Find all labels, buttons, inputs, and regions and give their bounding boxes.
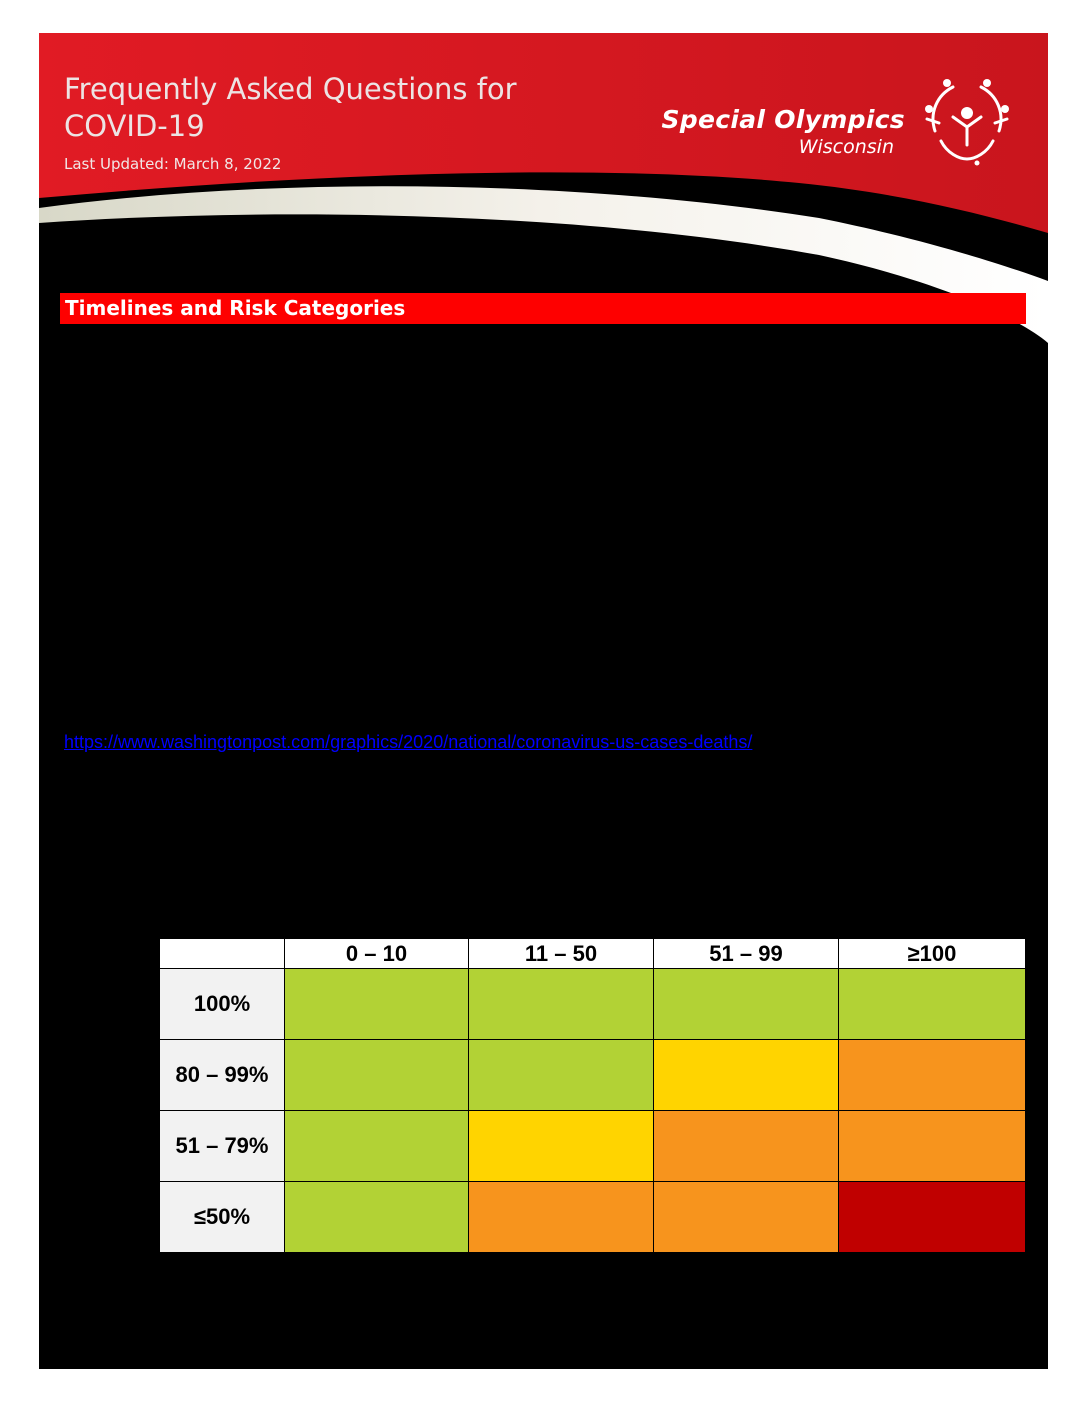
risk-cell: [839, 1182, 1026, 1253]
table-header-row: [160, 939, 1026, 969]
washington-post-link[interactable]: https://www.washingtonpost.com/graphics/2020/national/coronavirus-us-cases-deaths/: [64, 732, 753, 752]
table-corner-cell: [160, 939, 285, 969]
row-label: 100%: [160, 969, 285, 1040]
brand-region: Wisconsin: [798, 136, 894, 158]
risk-cell: [839, 1040, 1026, 1111]
risk-cell: [469, 1040, 654, 1111]
section-header: [60, 293, 1026, 324]
last-updated-date: Last Updated: March 8, 2022: [64, 155, 282, 173]
risk-cell: [654, 1182, 839, 1253]
section-title: Timelines and Risk Categories: [65, 296, 406, 320]
risk-category-table: [159, 938, 1026, 1253]
special-olympics-logo-icon: [917, 73, 1017, 173]
risk-cell: [285, 1040, 469, 1111]
row-label: ≤50%: [160, 1182, 285, 1253]
risk-cell: [469, 1182, 654, 1253]
brand-name: Special Olympics: [661, 105, 905, 134]
row-label: 80 – 99%: [160, 1040, 285, 1111]
risk-cell: [654, 1040, 839, 1111]
document-title: Frequently Asked Questions for COVID-19: [64, 72, 517, 143]
column-header: ≥100: [839, 939, 1026, 969]
column-header: 11 – 50: [469, 939, 654, 969]
table-row: [160, 1040, 1026, 1111]
risk-cell: [654, 1111, 839, 1182]
row-label: 51 – 79%: [160, 1111, 285, 1182]
risk-cell: [285, 969, 469, 1040]
risk-cell: [469, 1111, 654, 1182]
risk-cell: [839, 1111, 1026, 1182]
risk-cell: [285, 1182, 469, 1253]
document-page: [39, 33, 1048, 1369]
column-header: 51 – 99: [654, 939, 839, 969]
table-row: [160, 969, 1026, 1040]
risk-cell: [839, 969, 1026, 1040]
risk-cell: [285, 1111, 469, 1182]
table-row: [160, 1111, 1026, 1182]
column-header: 0 – 10: [285, 939, 469, 969]
risk-cell: [469, 969, 654, 1040]
table-row: [160, 1182, 1026, 1253]
risk-cell: [654, 969, 839, 1040]
